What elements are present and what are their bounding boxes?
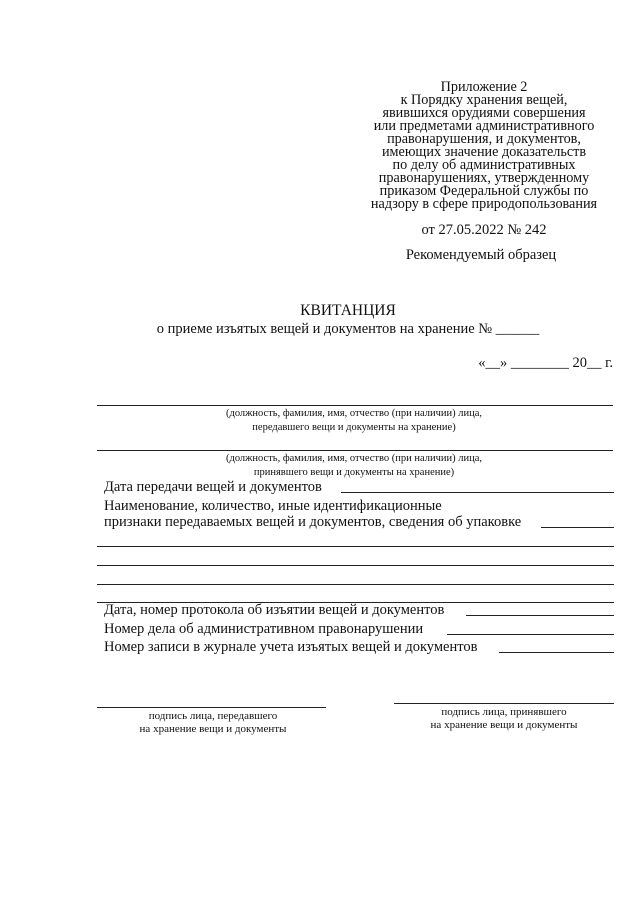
appendix-line: правонарушения, и документов,	[387, 131, 581, 147]
items-fill-line	[97, 584, 614, 585]
signature-right-caption-line1: подпись лица, принявшего	[441, 706, 567, 718]
receiver-caption-line2: принявшего вещи и документы на хранение)	[253, 467, 455, 478]
appendix-title: Приложение 2	[440, 79, 528, 95]
signature-left-caption-line2: на хранение вещи и документы	[139, 723, 287, 735]
items-label-line2: признаки передаваемых вещей и документов, сведения об упаковке	[104, 514, 522, 530]
items-label-line1: Наименование, количество, иные идентификационные	[104, 498, 442, 514]
appendix-line: к Порядку хранения вещей,	[400, 92, 568, 108]
journal-number-fill-line	[499, 652, 614, 653]
document-subtitle: о приеме изъятых вещей и документов на хранение № ______	[156, 321, 540, 337]
transfer-date-fill-line	[341, 492, 614, 493]
case-number-fill-line	[447, 634, 614, 635]
transferor-caption-line2: передавшего вещи и документы на хранение)	[252, 422, 456, 433]
signature-right-caption-line2: на хранение вещи и документы	[430, 719, 578, 731]
protocol-fill-line	[466, 615, 614, 616]
appendix-line: или предметами административного	[373, 118, 595, 134]
appendix-line: надзору в сфере природопользования	[370, 196, 598, 212]
transferor-caption-line1: (должность, фамилия, имя, отчество (при наличии) лица,	[225, 408, 483, 419]
items-fill-line	[97, 546, 614, 547]
appendix-line: имеющих значение доказательств	[381, 144, 587, 160]
transferor-fill-line	[97, 405, 613, 406]
appendix-line: явившихся орудиями совершения	[382, 105, 586, 121]
transfer-date-label: Дата передачи вещей и документов	[104, 479, 322, 495]
signature-left-caption-line1: подпись лица, передавшего	[148, 710, 278, 722]
signature-left-line	[97, 707, 326, 708]
receiver-caption-line1: (должность, фамилия, имя, отчество (при наличии) лица,	[225, 453, 483, 464]
case-number-label: Номер дела об административном правонарушении	[104, 621, 424, 637]
protocol-label: Дата, номер протокола об изъятии вещей и документов	[104, 602, 445, 618]
appendix-line: приказом Федеральной службы по	[379, 183, 589, 199]
receiver-fill-line	[97, 450, 613, 451]
journal-number-label: Номер записи в журнале учета изъятых вещей и документов	[104, 639, 478, 655]
items-fill-line	[97, 565, 614, 566]
signature-right-line	[394, 703, 614, 704]
order-reference: от 27.05.2022 № 242	[421, 222, 547, 238]
appendix-line: правонарушениях, утвержденному	[378, 170, 590, 186]
sample-note: Рекомендуемый образец	[405, 247, 557, 263]
appendix-line: по делу об административных	[392, 157, 576, 173]
items-fill-line	[541, 527, 614, 528]
document-title: КВИТАНЦИЯ	[300, 302, 396, 319]
date-line: «__» ________ 20__ г.	[478, 355, 613, 371]
